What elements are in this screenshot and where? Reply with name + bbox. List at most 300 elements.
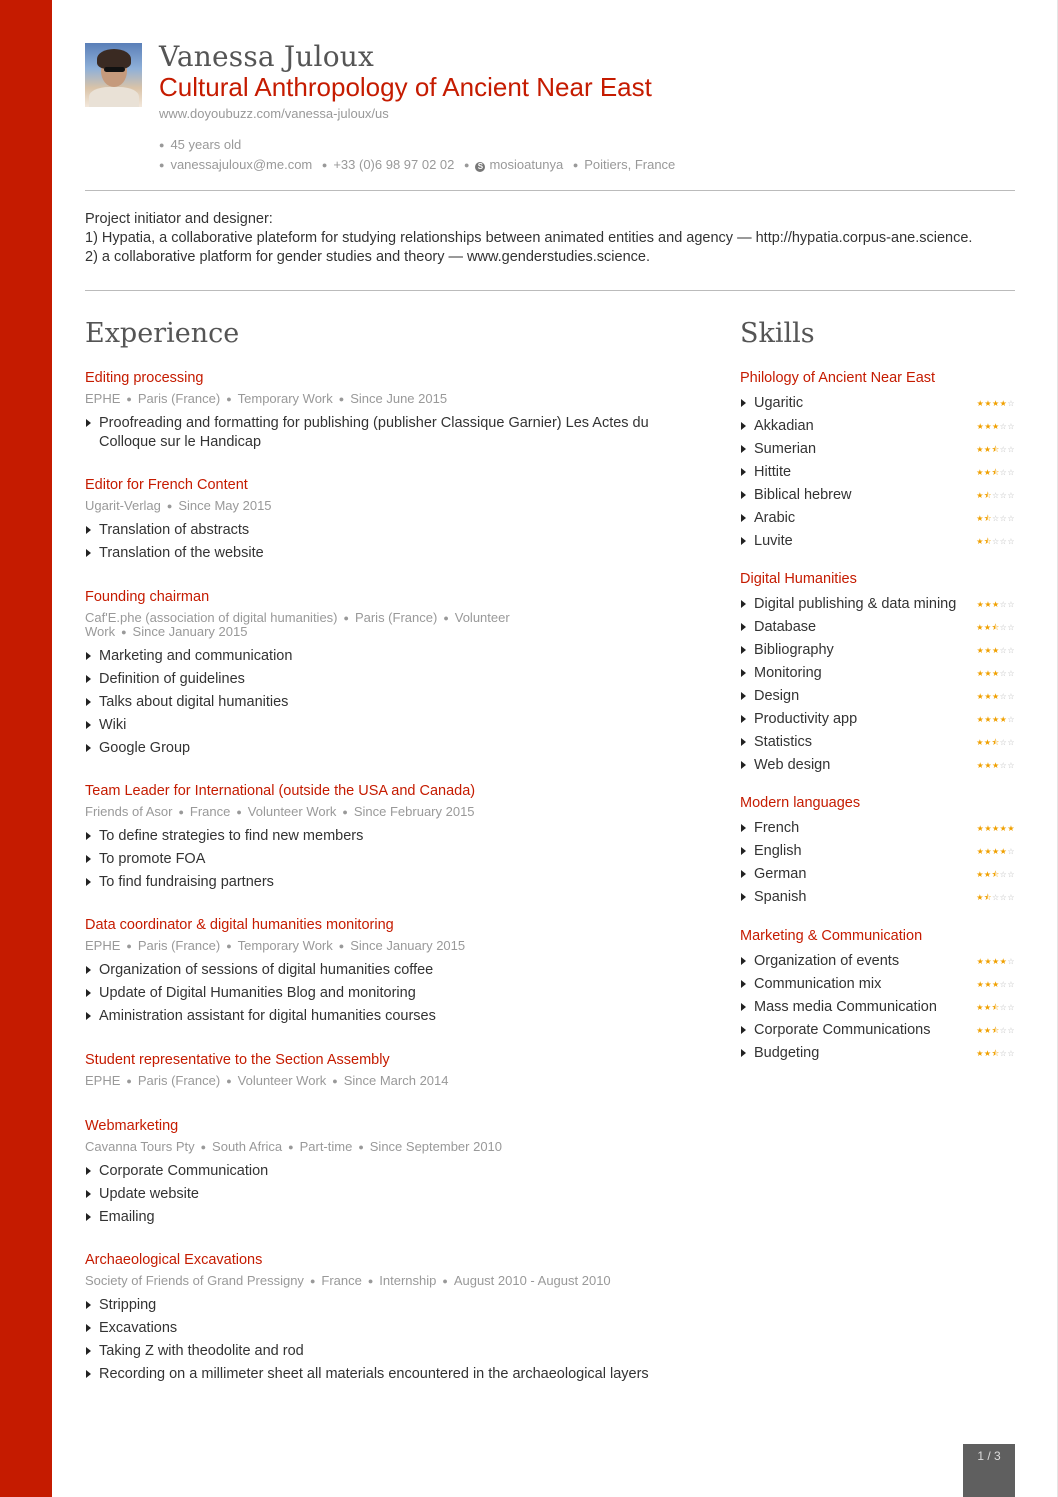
separator-dot: ● — [332, 1076, 338, 1086]
task-list — [85, 1296, 685, 1384]
separator-dot: ● — [338, 394, 345, 404]
skill-rating-stars — [976, 440, 1015, 459]
job-meta-item: Paris (France) — [137, 391, 221, 406]
skill-rating-stars — [976, 888, 1015, 907]
separator-dot: ● — [166, 501, 173, 511]
skill-category-title: Marketing & Communication — [740, 928, 923, 944]
star-icon: ★ — [991, 824, 1000, 833]
task-list — [85, 827, 685, 892]
separator-dot: ● — [126, 941, 132, 951]
skill-item — [740, 440, 1015, 459]
star-icon: ★ — [976, 646, 985, 655]
star-icon: ⯪ — [991, 1049, 1000, 1058]
skill-name: Hittite — [754, 464, 792, 480]
star-icon: ★ — [984, 715, 992, 724]
star-icon: ★ — [991, 692, 1000, 701]
star-icon: ☆ — [1007, 761, 1015, 770]
star-icon: ☆ — [999, 623, 1008, 632]
skill-item — [740, 618, 1015, 637]
headline: Cultural Anthropology of Ancient Near East — [159, 72, 652, 102]
location: Poitiers, France — [584, 157, 676, 172]
star-icon: ☆ — [999, 1026, 1008, 1035]
experience-entry — [85, 476, 685, 567]
task-list — [85, 414, 685, 452]
star-icon: ☆ — [1007, 600, 1015, 609]
skill-item — [740, 888, 1015, 907]
star-icon: ★ — [984, 847, 992, 856]
experience-entry — [85, 916, 685, 1030]
job-meta-item: Temporary Work — [237, 938, 333, 953]
job-title: Student representative to the Section Assembly — [85, 1052, 390, 1068]
star-icon: ☆ — [999, 468, 1008, 477]
star-icon: ★ — [976, 468, 984, 477]
skill-rating-stars — [976, 1021, 1015, 1040]
skill-rating-stars — [976, 865, 1015, 884]
star-icon: ★ — [983, 738, 992, 747]
skill-rating-stars — [976, 509, 1015, 528]
job-meta-item: South Africa — [212, 1139, 283, 1154]
task-item: Emailing — [85, 1208, 685, 1227]
star-icon: ☆ — [1007, 1049, 1015, 1058]
star-icon: ★ — [976, 738, 984, 747]
star-icon: ★ — [991, 715, 1000, 724]
star-icon: ★ — [984, 692, 992, 701]
skill-name: Database — [754, 619, 817, 635]
job-meta-item: Volunteer Work — [85, 610, 510, 639]
separator-dot: ● — [443, 613, 449, 623]
skill-name: Sumerian — [754, 441, 817, 457]
star-icon: ☆ — [999, 980, 1008, 989]
star-icon: ☆ — [1007, 468, 1015, 477]
experience-entry — [85, 588, 685, 762]
separator-dot: ● — [358, 1142, 364, 1152]
skill-rating-stars — [977, 664, 1015, 683]
separator-dot: ● — [126, 1076, 132, 1086]
star-icon: ★ — [976, 1026, 984, 1035]
skill-item — [740, 819, 1015, 838]
skill-item — [740, 975, 1015, 994]
star-icon: ★ — [991, 957, 1000, 966]
skill-item — [740, 463, 1015, 482]
task-item: Talks about digital humanities — [85, 693, 685, 712]
skill-list — [740, 595, 1015, 775]
star-icon: ☆ — [1007, 646, 1015, 655]
job-meta-item: Society of Friends of Grand Pressigny — [85, 1273, 304, 1288]
star-icon: ★ — [984, 957, 992, 966]
separator-dot: ● — [226, 1076, 232, 1086]
skill-name: Communication mix — [754, 976, 882, 992]
skill-category — [740, 794, 1015, 911]
separator-dot: ● — [309, 1276, 316, 1286]
skill-rating-stars — [977, 687, 1015, 706]
star-icon: ★ — [991, 399, 1000, 408]
summary-line: 2) a collaborative platform for gender studies and theory — www.genderstudies.science. — [85, 249, 650, 265]
star-icon: ★ — [983, 1049, 992, 1058]
job-meta-item: Volunteer Work — [247, 804, 337, 819]
task-list — [85, 961, 685, 1026]
separator-dot: ● — [236, 807, 242, 817]
side-accent-bar — [0, 0, 52, 1497]
task-item: To find fundraising partners — [85, 873, 685, 892]
divider-summary — [85, 290, 1015, 291]
star-icon: ★ — [984, 669, 992, 678]
star-icon: ★ — [999, 399, 1008, 408]
skill-name: Statistics — [754, 734, 813, 750]
job-meta-item: Since February 2015 — [353, 804, 475, 819]
experience-heading: Experience — [85, 318, 240, 349]
experience-entry — [85, 369, 685, 456]
star-icon: ☆ — [1007, 445, 1015, 454]
job-meta-item: Paris (France) — [354, 610, 438, 625]
star-icon: ☆ — [991, 893, 1000, 902]
task-item: Proofreading and formatting for publishing (publisher Classique Garnier) Les Actes du Colloque sur le Handicap — [85, 414, 685, 452]
task-item: Translation of abstracts — [85, 521, 685, 540]
contact-line: ● vanessajuloux@me.com ● +33 (0)6 98 97 02 02 ● S mosioatunya ● Poitiers, France — [159, 157, 676, 172]
star-icon: ☆ — [1007, 537, 1015, 546]
skill-rating-stars — [976, 1044, 1015, 1063]
job-meta-item: EPHE — [85, 1073, 121, 1088]
skill-list — [740, 819, 1015, 907]
skill-rating-stars — [976, 463, 1015, 482]
star-icon: ★ — [983, 1026, 992, 1035]
star-icon: ☆ — [1007, 623, 1015, 632]
separator-dot: ● — [178, 807, 184, 817]
skill-item — [740, 952, 1015, 971]
star-icon: ★ — [999, 847, 1008, 856]
job-meta-item: Since January 2015 — [132, 624, 248, 639]
job-meta — [85, 392, 685, 406]
email-link[interactable]: vanessajuloux@me.com — [170, 157, 313, 172]
task-item: Wiki — [85, 716, 685, 735]
job-meta-item: EPHE — [85, 938, 121, 953]
star-icon: ☆ — [999, 761, 1008, 770]
star-icon: ☆ — [999, 422, 1008, 431]
skill-item — [740, 641, 1015, 660]
task-item: To promote FOA — [85, 850, 685, 869]
separator-dot: ● — [226, 394, 232, 404]
skill-item — [740, 532, 1015, 551]
job-meta — [85, 499, 685, 513]
star-icon: ☆ — [999, 669, 1008, 678]
skill-name: Organization of events — [754, 953, 900, 969]
star-icon: ☆ — [1007, 715, 1015, 724]
skill-rating-stars — [977, 842, 1015, 861]
job-meta — [85, 1074, 685, 1088]
star-icon: ★ — [984, 824, 992, 833]
star-icon: ★ — [991, 600, 1000, 609]
star-icon: ★ — [983, 623, 992, 632]
task-list — [85, 521, 685, 563]
star-icon: ★ — [984, 646, 992, 655]
skill-item — [740, 865, 1015, 884]
age-line: ● 45 years old — [159, 137, 242, 152]
star-icon: ★ — [976, 692, 985, 701]
star-icon: ☆ — [1007, 980, 1015, 989]
job-meta-item: Internship — [379, 1273, 437, 1288]
job-title: Webmarketing — [85, 1118, 179, 1134]
summary-line: 1) Hypatia, a collaborative plateform for studying relationships between animated entities and agency — http://hypatia.corpus-ane.science. — [85, 230, 973, 246]
separator-dot: ● — [367, 1276, 374, 1286]
star-icon: ★ — [999, 957, 1008, 966]
star-icon: ★ — [984, 399, 992, 408]
job-meta-item: Since January 2015 — [350, 938, 466, 953]
skill-name: Budgeting — [754, 1045, 820, 1061]
task-item: Aministration assistant for digital humanities courses — [85, 1007, 685, 1026]
skill-category — [740, 369, 1015, 555]
star-icon: ⯪ — [983, 537, 992, 546]
star-icon: ★ — [1007, 824, 1015, 833]
skill-rating-stars — [976, 618, 1015, 637]
star-icon: ☆ — [1007, 870, 1015, 879]
star-icon: ★ — [976, 893, 984, 902]
job-meta-item: Since September 2010 — [369, 1139, 503, 1154]
job-meta-item: Part-time — [299, 1139, 353, 1154]
star-icon: ⯪ — [991, 738, 1000, 747]
star-icon: ☆ — [1007, 893, 1015, 902]
star-icon: ★ — [991, 646, 1000, 655]
page-indicator: 1 / 3 — [963, 1444, 1015, 1497]
star-icon: ⯪ — [991, 445, 1000, 454]
star-icon: ★ — [976, 870, 984, 879]
task-list — [85, 647, 685, 758]
skill-name: English — [754, 843, 802, 859]
task-item: Definition of guidelines — [85, 670, 685, 689]
star-icon: ★ — [991, 669, 1000, 678]
star-icon: ★ — [976, 445, 984, 454]
skill-rating-stars — [976, 998, 1015, 1017]
experience-entry — [85, 1051, 685, 1088]
skill-rating-stars — [977, 819, 1015, 838]
star-icon: ⯪ — [983, 893, 992, 902]
skill-name: Digital publishing & data mining — [754, 596, 957, 612]
skill-category-title: Modern languages — [740, 795, 861, 811]
skill-item — [740, 733, 1015, 752]
job-meta-item: Ugarit-Verlag — [85, 498, 161, 513]
star-icon: ☆ — [991, 537, 1000, 546]
job-meta — [85, 939, 685, 953]
skill-item — [740, 595, 1015, 614]
skill-list — [740, 394, 1015, 551]
job-meta — [85, 1274, 685, 1288]
skill-item — [740, 998, 1015, 1017]
star-icon: ⯪ — [983, 491, 992, 500]
skill-item — [740, 756, 1015, 775]
task-item: Organization of sessions of digital humanities coffee — [85, 961, 685, 980]
job-meta-item: Cavanna Tours Pty — [85, 1139, 195, 1154]
skill-rating-stars — [976, 486, 1015, 505]
star-icon: ★ — [999, 715, 1008, 724]
task-item: Recording on a millimeter sheet all materials encountered in the archaeological layers — [85, 1365, 685, 1384]
star-icon: ★ — [983, 468, 992, 477]
skill-item — [740, 394, 1015, 413]
star-icon: ★ — [991, 847, 1000, 856]
skill-rating-stars — [977, 952, 1015, 971]
experience-entry — [85, 782, 685, 896]
star-icon: ☆ — [999, 445, 1008, 454]
skill-name: Biblical hebrew — [754, 487, 852, 503]
skill-name: Akkadian — [754, 418, 814, 434]
star-icon: ★ — [983, 445, 992, 454]
star-icon: ☆ — [999, 893, 1008, 902]
star-icon: ☆ — [1007, 692, 1015, 701]
star-icon: ★ — [976, 537, 984, 546]
task-item: Taking Z with theodolite and rod — [85, 1342, 685, 1361]
experience-entry — [85, 1117, 685, 1231]
task-item: Corporate Communication — [85, 1162, 685, 1181]
person-name: Vanessa Juloux — [159, 40, 374, 73]
skill-rating-stars — [977, 417, 1015, 436]
skill-list — [740, 952, 1015, 1063]
divider-top — [85, 190, 1015, 191]
skill-rating-stars — [977, 756, 1015, 775]
star-icon: ★ — [984, 980, 992, 989]
job-meta-item: Paris (France) — [137, 1073, 221, 1088]
star-icon: ★ — [976, 491, 984, 500]
skill-item — [740, 509, 1015, 528]
star-icon: ★ — [984, 422, 992, 431]
star-icon: ★ — [976, 715, 985, 724]
profile-url-link[interactable]: www.doyoubuzz.com/vanessa-juloux/us — [159, 106, 389, 121]
star-icon: ★ — [976, 957, 985, 966]
job-meta — [85, 611, 555, 639]
skill-name: Spanish — [754, 889, 807, 905]
star-icon: ☆ — [1007, 491, 1015, 500]
task-item: Marketing and communication — [85, 647, 685, 666]
star-icon: ☆ — [1007, 847, 1015, 856]
star-icon: ☆ — [1007, 1026, 1015, 1035]
star-icon: ☆ — [999, 491, 1008, 500]
star-icon: ★ — [983, 870, 992, 879]
skype-icon: S — [475, 162, 485, 172]
skill-name: Bibliography — [754, 642, 834, 658]
star-icon: ☆ — [999, 1003, 1008, 1012]
star-icon: ☆ — [1007, 738, 1015, 747]
job-meta-item: Volunteer Work — [237, 1073, 327, 1088]
skill-name: Productivity app — [754, 711, 858, 727]
star-icon: ☆ — [999, 600, 1008, 609]
star-icon: ★ — [976, 980, 985, 989]
task-item: Update of Digital Humanities Blog and monitoring — [85, 984, 685, 1003]
job-meta-item: Caf'E.phe (association of digital humanities) — [85, 610, 338, 625]
skill-item — [740, 1021, 1015, 1040]
star-icon: ★ — [976, 824, 985, 833]
star-icon: ★ — [984, 761, 992, 770]
star-icon: ☆ — [1007, 1003, 1015, 1012]
star-icon: ☆ — [999, 692, 1008, 701]
job-title: Archaeological Excavations — [85, 1252, 263, 1268]
skill-name: Luvite — [754, 533, 793, 549]
star-icon: ☆ — [1007, 514, 1015, 523]
star-icon: ★ — [976, 1003, 984, 1012]
separator-dot: ● — [343, 613, 349, 623]
separator-dot: ● — [121, 627, 127, 637]
skill-rating-stars — [976, 532, 1015, 551]
star-icon: ☆ — [999, 738, 1008, 747]
star-icon: ⯪ — [991, 1003, 1000, 1012]
skill-name: Corporate Communications — [754, 1022, 931, 1038]
star-icon: ☆ — [991, 491, 1000, 500]
separator-dot: ● — [226, 941, 232, 951]
star-icon: ★ — [976, 669, 985, 678]
job-title: Data coordinator & digital humanities monitoring — [85, 917, 394, 933]
star-icon: ☆ — [999, 1049, 1008, 1058]
skill-category-title: Digital Humanities — [740, 571, 857, 587]
skill-rating-stars — [976, 733, 1015, 752]
star-icon: ⯪ — [991, 468, 1000, 477]
star-icon: ☆ — [999, 870, 1008, 879]
star-icon: ★ — [991, 761, 1000, 770]
skill-item — [740, 710, 1015, 729]
job-meta-item: Temporary Work — [237, 391, 333, 406]
task-list — [85, 1162, 685, 1227]
skill-name: Web design — [754, 757, 831, 773]
skill-rating-stars — [977, 595, 1015, 614]
star-icon: ☆ — [999, 646, 1008, 655]
skills-heading: Skills — [740, 318, 815, 349]
skill-name: Mass media Communication — [754, 999, 937, 1015]
star-icon: ★ — [984, 600, 992, 609]
star-icon: ★ — [976, 514, 984, 523]
star-icon: ★ — [976, 761, 985, 770]
phone: +33 (0)6 98 97 02 02 — [333, 157, 455, 172]
star-icon: ☆ — [999, 514, 1008, 523]
experience-entry — [85, 1251, 685, 1388]
task-item: Excavations — [85, 1319, 685, 1338]
separator-dot: ● — [288, 1142, 294, 1152]
star-icon: ☆ — [1007, 399, 1015, 408]
star-icon: ★ — [999, 824, 1008, 833]
skill-category — [740, 927, 1015, 1067]
task-item: Google Group — [85, 739, 685, 758]
star-icon: ⯪ — [991, 870, 1000, 879]
task-item: Translation of the website — [85, 544, 685, 563]
star-icon: ⯪ — [991, 623, 1000, 632]
skill-rating-stars — [977, 975, 1015, 994]
skill-rating-stars — [977, 394, 1015, 413]
skill-category-title: Philology of Ancient Near East — [740, 370, 936, 386]
avatar — [85, 43, 142, 107]
skill-name: French — [754, 820, 800, 836]
star-icon: ★ — [976, 399, 985, 408]
job-meta-item: Since June 2015 — [350, 391, 448, 406]
skill-rating-stars — [977, 641, 1015, 660]
skill-item — [740, 486, 1015, 505]
age: 45 years old — [170, 137, 242, 152]
separator-dot: ● — [126, 394, 132, 404]
skill-name: Arabic — [754, 510, 796, 526]
skill-name: Design — [754, 688, 800, 704]
separator-dot: ● — [338, 941, 345, 951]
job-title: Editor for French Content — [85, 477, 248, 493]
star-icon: ☆ — [1007, 669, 1015, 678]
star-icon: ☆ — [1007, 422, 1015, 431]
star-icon: ★ — [991, 980, 1000, 989]
summary — [85, 210, 972, 267]
star-icon: ☆ — [991, 514, 1000, 523]
skill-item — [740, 1044, 1015, 1063]
job-meta-item: EPHE — [85, 391, 121, 406]
job-meta-item: August 2010 - August 2010 — [453, 1273, 611, 1288]
job-meta — [85, 805, 685, 819]
separator-dot: ● — [200, 1142, 207, 1152]
job-meta-item: Since March 2014 — [343, 1073, 449, 1088]
job-meta-item: France — [321, 1273, 362, 1288]
job-meta-item: Friends of Asor — [85, 804, 173, 819]
skill-item — [740, 687, 1015, 706]
skill-item — [740, 842, 1015, 861]
star-icon: ★ — [976, 422, 985, 431]
skill-name: Monitoring — [754, 665, 822, 681]
